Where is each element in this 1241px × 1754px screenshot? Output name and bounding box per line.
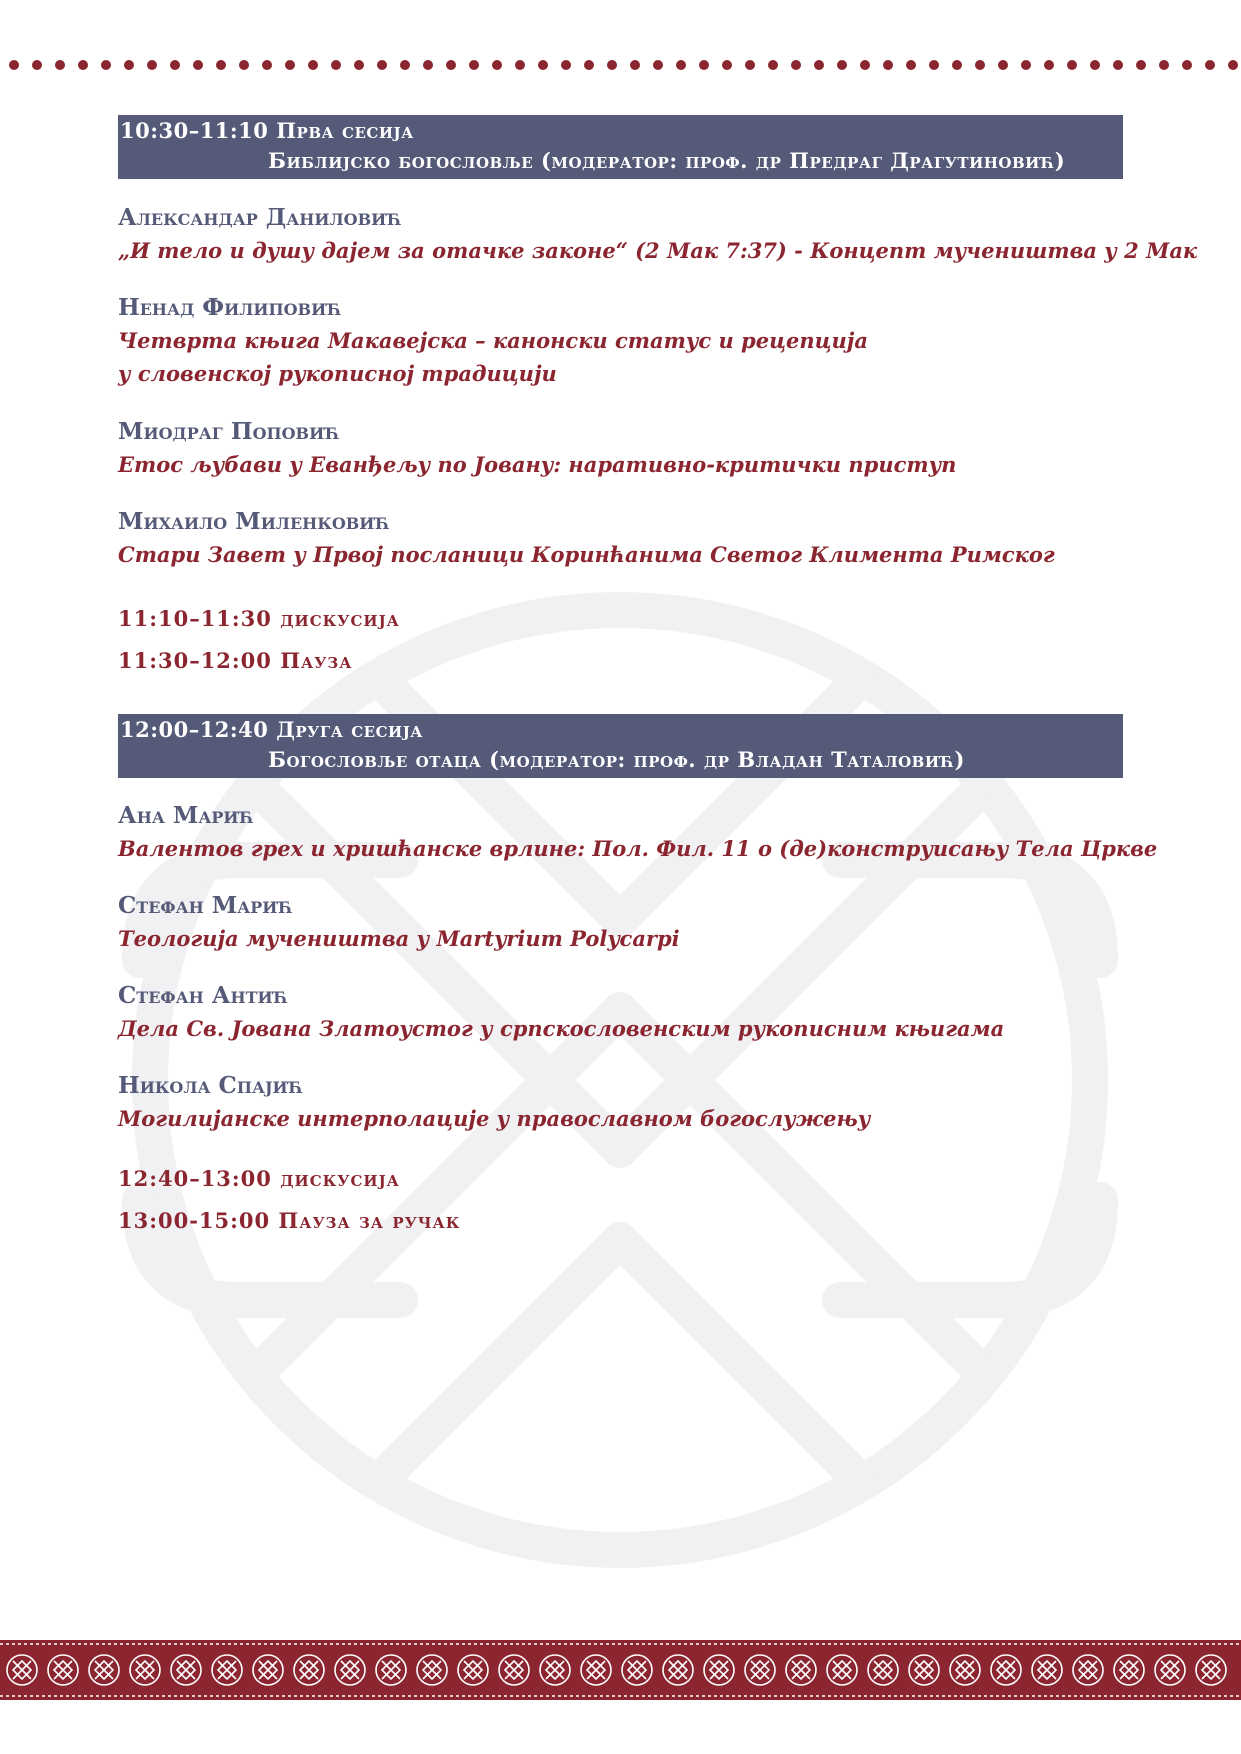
border-dot <box>1090 60 1100 70</box>
border-dot <box>699 60 709 70</box>
border-dot <box>768 60 778 70</box>
border-dot <box>308 60 318 70</box>
talk-title: Стари Завет у Првој посланици Коринћанима Светог Климента Римског <box>118 542 1055 567</box>
border-dot <box>1136 60 1146 70</box>
border-dot <box>262 60 272 70</box>
session-1-time-title: 10:30–11:10 Прва сесија <box>120 118 414 143</box>
border-dot <box>216 60 226 70</box>
border-dot <box>124 60 134 70</box>
speaker-entry <box>118 800 1158 865</box>
border-dot <box>1228 60 1238 70</box>
border-dot <box>561 60 571 70</box>
session-2-subtitle: Богословље отаца (модератор: проф. др Владан Таталовић) <box>268 747 965 772</box>
border-dot <box>1182 60 1192 70</box>
border-dot <box>400 60 410 70</box>
border-dot <box>653 60 663 70</box>
border-dot <box>676 60 686 70</box>
border-dot <box>1067 60 1077 70</box>
bottom-ornament-band <box>0 1640 1241 1700</box>
border-dot <box>998 60 1008 70</box>
discussion-slot: 11:10–11:30 дискусија <box>118 606 400 631</box>
speaker-name: Миодраг Поповић <box>118 418 340 445</box>
border-dot <box>147 60 157 70</box>
border-dot <box>929 60 939 70</box>
talk-title: „И тело и душу дајем за отачке законе“ (2 Мак 7:37) - Концепт мучеништва у 2 Мак <box>118 238 1198 263</box>
talk-title: Валентов грех и хришћанске врлине: Пол. Фил. 11 о (де)конструисању Тела Цркве <box>118 836 1158 861</box>
border-dot <box>883 60 893 70</box>
border-dot <box>515 60 525 70</box>
border-dot <box>492 60 502 70</box>
top-dotted-border <box>0 56 1241 74</box>
border-dot <box>837 60 847 70</box>
speaker-name: Ана Марић <box>118 802 254 829</box>
talk-title: Дела Св. Јована Златоустог у српскословенским рукописним књигама <box>118 1016 1005 1041</box>
talk-title-continued: у словенској рукописној традицији <box>118 361 557 386</box>
border-dot <box>285 60 295 70</box>
border-dot <box>423 60 433 70</box>
border-dot <box>101 60 111 70</box>
speaker-entry <box>118 1070 1123 1135</box>
border-dot <box>538 60 548 70</box>
border-dot <box>1205 60 1215 70</box>
border-dot <box>584 60 594 70</box>
session-1-subtitle: Библијско богословље (модератор: проф. др Предраг Драгутиновић) <box>268 148 1066 173</box>
border-dot <box>32 60 42 70</box>
border-dot <box>354 60 364 70</box>
speaker-name: Ненад Филиповић <box>118 294 342 321</box>
break-slot: 11:30–12:00 Пауза <box>118 648 353 673</box>
border-dot <box>607 60 617 70</box>
speaker-name: Александар Даниловић <box>118 204 402 231</box>
border-dot <box>952 60 962 70</box>
speaker-entry <box>118 980 1123 1045</box>
border-dot <box>469 60 479 70</box>
border-dot <box>377 60 387 70</box>
border-dot <box>239 60 249 70</box>
border-dot <box>722 60 732 70</box>
border-dot <box>906 60 916 70</box>
border-dot <box>791 60 801 70</box>
speaker-entry <box>118 202 1198 267</box>
border-dot <box>1021 60 1031 70</box>
border-dot <box>1044 60 1054 70</box>
break-slot: 13:00-15:00 Пауза за ручак <box>118 1208 461 1233</box>
speaker-entry <box>118 292 1123 390</box>
talk-title: Четврта књига Макавејска – канонски статус и рецепција <box>118 328 868 353</box>
border-dot <box>814 60 824 70</box>
border-dot <box>630 60 640 70</box>
session-2-time-title: 12:00–12:40 Друга сесија <box>120 717 424 742</box>
border-dot <box>975 60 985 70</box>
border-dot <box>745 60 755 70</box>
session-1-header <box>118 115 1123 179</box>
discussion-slot: 12:40–13:00 дискусија <box>118 1166 400 1191</box>
border-dot <box>446 60 456 70</box>
speaker-name: Никола Спајић <box>118 1072 304 1099</box>
border-dot <box>9 60 19 70</box>
speaker-entry <box>118 890 1123 955</box>
border-dot <box>860 60 870 70</box>
talk-title: Етос љубави у Еванђељу по Јовану: наративно-критички приступ <box>118 452 957 477</box>
border-dot <box>331 60 341 70</box>
speaker-name: Михаило Миленковић <box>118 508 390 535</box>
speaker-entry <box>118 416 1123 481</box>
talk-title: Могилијанске интерполације у православном богослужењу <box>118 1106 871 1131</box>
border-dot <box>55 60 65 70</box>
border-dot <box>1113 60 1123 70</box>
session-2-header <box>118 714 1123 778</box>
speaker-entry <box>118 506 1123 571</box>
border-dot <box>193 60 203 70</box>
border-dot <box>170 60 180 70</box>
border-dot <box>78 60 88 70</box>
border-dot <box>1159 60 1169 70</box>
speaker-name: Стефан Марић <box>118 892 293 919</box>
talk-title: Теологија мучеништва у Martyrium Polycarpi <box>118 926 680 951</box>
speaker-name: Стефан Антић <box>118 982 289 1009</box>
